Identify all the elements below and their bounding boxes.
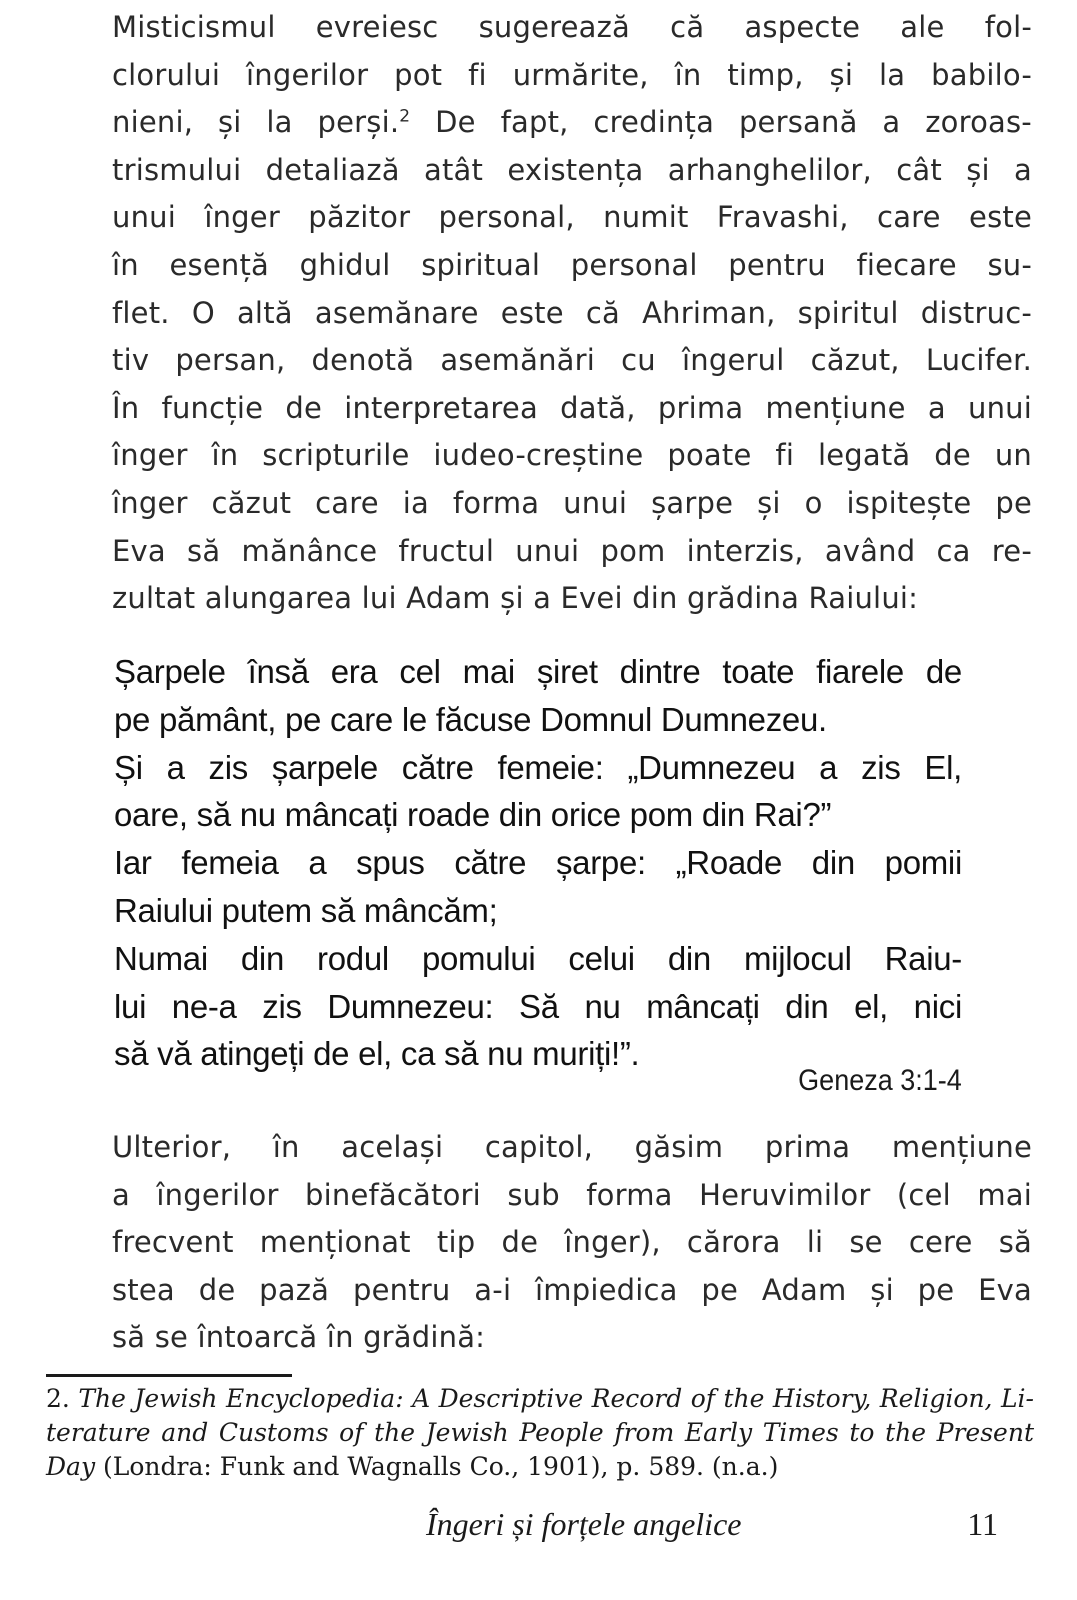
paragraph-1-text: nieni, și la perși. xyxy=(112,105,400,140)
paragraph-1-line: unui înger păzitor personal, numit Fravashi, care este xyxy=(112,200,1032,235)
quote-line: Numai din rodul pomului celui din mijlocul Raiu- xyxy=(114,939,962,977)
quote-line: Și a zis șarpele către femeie: „Dumnezeu a zis El, xyxy=(114,748,962,786)
quote-line: Raiului putem să mâncăm; xyxy=(114,891,498,929)
quote-line: Iar femeia a spus către șarpe: „Roade din pomii xyxy=(114,844,962,882)
paragraph-1 xyxy=(46,4,1032,623)
paragraph-2-line: Ulterior, în același capitol, găsim prima mențiune xyxy=(112,1130,1032,1164)
footnote-number: 2. xyxy=(46,1384,70,1413)
paragraph-1-line: Eva să mănânce fructul unui pom interzis, având ca re- xyxy=(112,533,1032,568)
footnote-separator xyxy=(46,1374,292,1377)
footnote-title: Day xyxy=(46,1452,96,1481)
paragraph-1-line: în esență ghidul spiritual personal pentru fiecare su- xyxy=(112,247,1032,282)
quote-line: să vă atingeți de el, ca să nu muriți!”. xyxy=(114,1035,640,1073)
page-number: 11 xyxy=(967,1506,998,1542)
quote-reference: Geneza 3:1-4 xyxy=(798,1064,962,1097)
paragraph-1-line: clorului îngerilor pot fi urmărite, în timp, și la babilo- xyxy=(112,57,1032,92)
scripture-quote xyxy=(114,648,962,1078)
paragraph-2 xyxy=(46,1124,1032,1362)
paragraph-1-line: zultat alungarea lui Adam și a Evei din grădina Raiului: xyxy=(112,581,919,616)
footnote-title: terature and Customs of the Jewish People from Early Times to the Present xyxy=(46,1418,1034,1447)
footnote-line xyxy=(46,1382,1034,1416)
footnote-line xyxy=(46,1416,1034,1450)
footnote-publication: (Londra: Funk and Wagnalls Co., 1901), p. 589. (n.a.) xyxy=(95,1452,779,1481)
paragraph-2-line: stea de pază pentru a-i împiedica pe Adam și pe Eva xyxy=(112,1272,1032,1307)
quote-line: oare, să nu mâncați roade din orice pom din Rai?” xyxy=(114,796,832,834)
footnote-marker: 2 xyxy=(399,106,411,127)
paragraph-1-text: De fapt, credința persană a zoroas- xyxy=(435,105,1032,140)
running-title: Îngeri și forțele angelice xyxy=(426,1506,742,1542)
paragraph-2-line: frecvent menționat tip de înger), cărora li se cere să xyxy=(112,1225,1032,1260)
footnote-title: The Jewish Encyclopedia: A Descriptive Record of the History, Religion, Li- xyxy=(78,1384,1034,1413)
quote-line: lui ne-a zis Dumnezeu: Să nu mâncați din el, nici xyxy=(114,987,962,1025)
paragraph-2-line: a îngerilor binefăcători sub forma Heruvimilor (cel mai xyxy=(112,1177,1032,1212)
quote-line: Șarpele însă era cel mai șiret dintre toate fiarele de xyxy=(114,653,962,690)
paragraph-1-line-with-footnote xyxy=(46,99,1032,147)
footnote xyxy=(46,1382,1034,1484)
paragraph-1-line: înger căzut care ia forma unui șarpe și o ispitește pe xyxy=(112,485,1032,520)
paragraph-1-line: Misticismul evreiesc sugerează că aspecte ale fol- xyxy=(112,10,1032,44)
paragraph-1-line: tiv persan, denotă asemănări cu îngerul căzut, Lucifer. xyxy=(112,343,1032,378)
paragraph-2-line: să se întoarcă în grădină: xyxy=(112,1320,486,1355)
quote-line: pe pământ, pe care le făcuse Domnul Dumnezeu. xyxy=(114,700,827,738)
paragraph-1-line: flet. O altă asemănare este că Ahriman, spiritul distruc- xyxy=(112,295,1032,330)
paragraph-1-line: înger în scripturile iudeo-creștine poate fi legată de un xyxy=(112,438,1032,473)
paragraph-1-line: În funcție de interpretarea dată, prima mențiune a unui xyxy=(112,390,1032,425)
footnote-line xyxy=(46,1450,1034,1484)
paragraph-1-line: trismului detaliază atât existența arhanghelilor, cât și a xyxy=(112,152,1032,187)
